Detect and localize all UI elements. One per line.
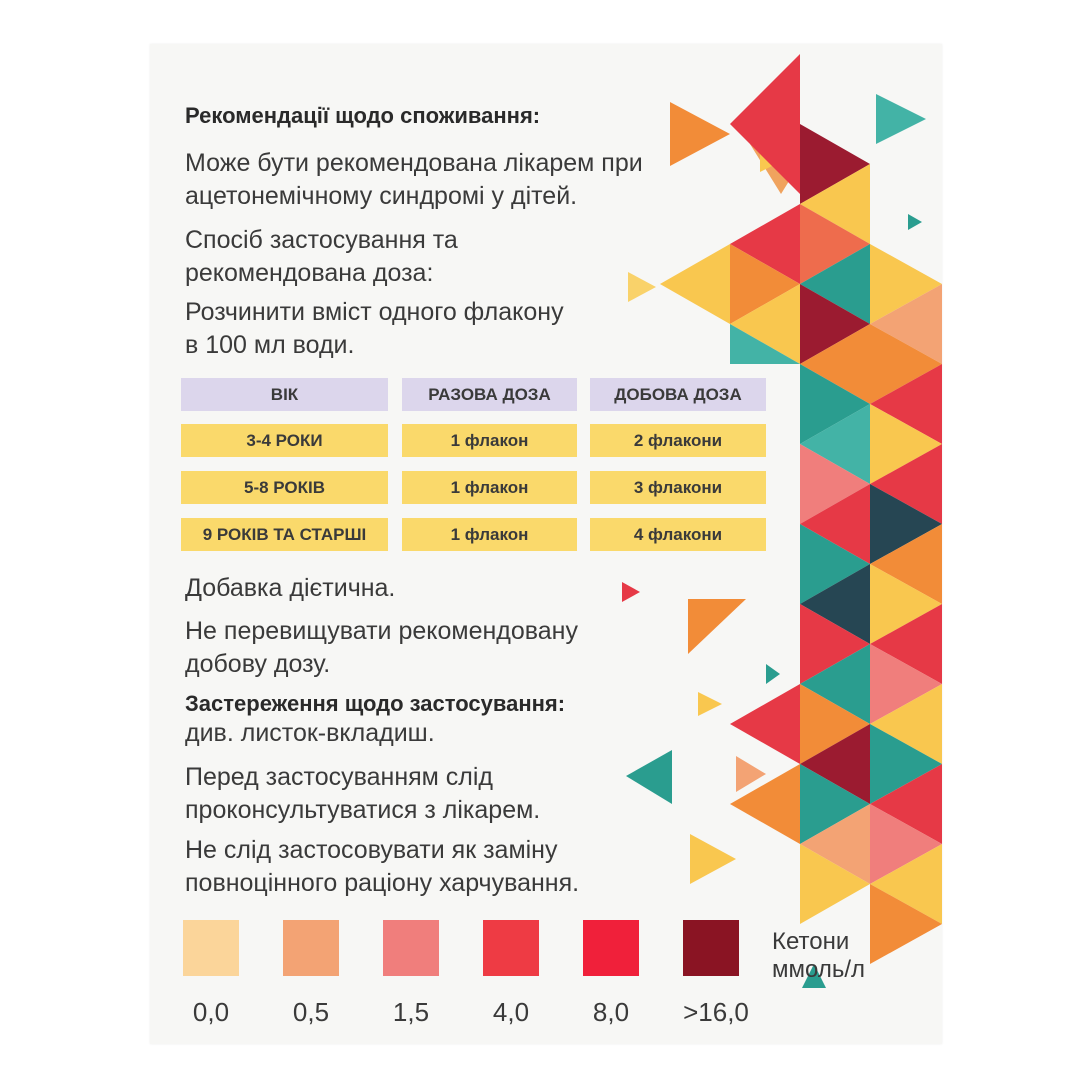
consult-doctor-line-1: Перед застосуванням слід: [185, 763, 494, 791]
recommendation-line-1: Може бути рекомендована лікарем при: [185, 149, 643, 177]
ketone-swatch: [683, 920, 739, 976]
ketone-value: 0,0: [192, 997, 230, 1027]
leaflet-reference: див. листок-вкладиш.: [185, 719, 435, 747]
ketone-swatch: [183, 920, 239, 976]
recommendations-heading: Рекомендації щодо споживання:: [185, 103, 541, 128]
dietary-supplement-note: Добавка дієтична.: [185, 574, 396, 602]
usage-heading-line-2: рекомендована доза:: [185, 259, 434, 287]
ketone-value: 4,0: [492, 997, 530, 1027]
dissolve-instruction-line-2: в 100 мл води.: [185, 331, 355, 359]
usage-heading-line-1: Спосіб застосування та: [185, 226, 458, 254]
precautions-heading: Застереження щодо застосування:: [185, 691, 566, 716]
table-header-age: ВІК: [181, 378, 388, 411]
recommendation-line-2: ацетонемічному синдромі у дітей.: [185, 182, 578, 210]
table-cell-daily-dose: 2 флакони: [590, 424, 766, 457]
ketones-label: Кетони: [772, 928, 850, 955]
table-cell-daily-dose: 4 флакони: [590, 518, 766, 551]
product-label-card: [150, 44, 942, 1044]
dose-warning-line-1: Не перевищувати рекомендовану: [185, 617, 578, 645]
ketone-value: 0,5: [292, 997, 330, 1027]
ketones-unit-label: ммоль/л: [772, 956, 865, 983]
consult-doctor-line-2: проконсультуватися з лікарем.: [185, 796, 541, 824]
ketone-value: 8,0: [592, 997, 630, 1027]
table-cell-daily-dose: 3 флакони: [590, 471, 766, 504]
ketone-value: 1,5: [392, 997, 430, 1027]
table-cell-single-dose: 1 флакон: [402, 424, 577, 457]
ketone-swatch: [383, 920, 439, 976]
table-header-single-dose: РАЗОВА ДОЗА: [402, 378, 577, 411]
table-cell-age: 9 РОКІВ ТА СТАРШІ: [181, 518, 388, 551]
ketone-value: >16,0: [683, 997, 749, 1027]
ketone-swatch: [283, 920, 339, 976]
diet-replacement-line-2: повноцінного раціону харчування.: [185, 869, 580, 897]
dose-warning-line-2: добову дозу.: [185, 650, 331, 678]
dissolve-instruction-line-1: Розчинити вміст одного флакону: [185, 298, 564, 326]
diet-replacement-line-1: Не слід застосовувати як заміну: [185, 836, 558, 864]
ketone-swatch: [583, 920, 639, 976]
table-header-daily-dose: ДОБОВА ДОЗА: [590, 378, 766, 411]
ketone-swatch: [483, 920, 539, 976]
table-cell-age: 3-4 РОКИ: [181, 424, 388, 457]
table-cell-single-dose: 1 флакон: [402, 471, 577, 504]
table-cell-single-dose: 1 флакон: [402, 518, 577, 551]
table-cell-age: 5-8 РОКІВ: [181, 471, 388, 504]
